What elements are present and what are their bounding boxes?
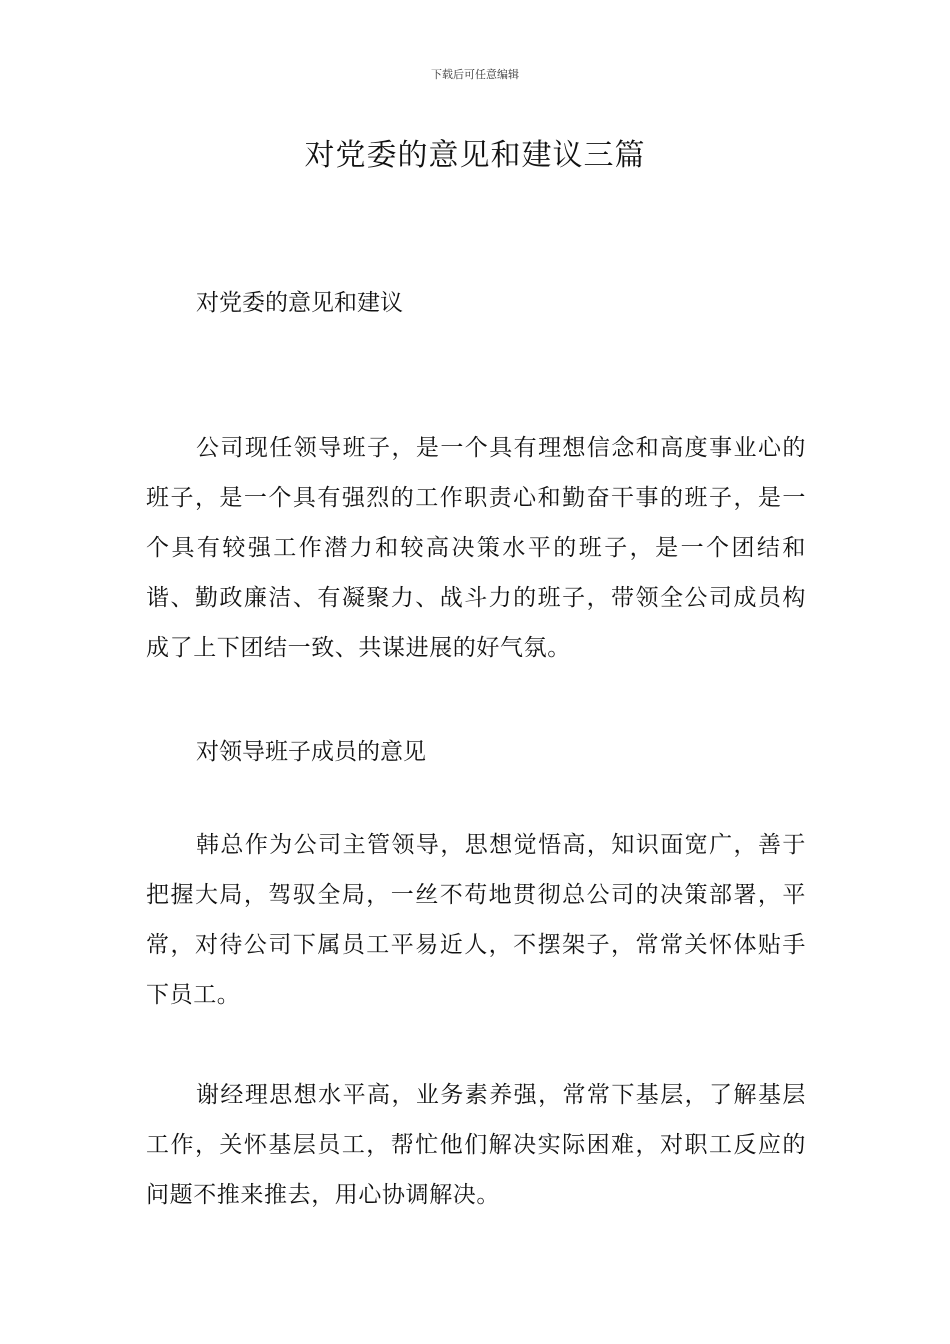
section-heading: 对党委的意见和建议 <box>196 290 403 316</box>
paragraph: 公司现任领导班子，是一个具有理想信念和高度事业心的班子，是一个具有强烈的工作职责心和勤奋干事的班子，是一个具有较强工作潜力和较高决策水平的班子，是一个团结和谐、勤政廉洁、有凝聚力、战斗力的班子，带领全公司成员构成了上下团结一致、共谋进展的好气氛。 <box>146 435 806 661</box>
paragraph: 韩总作为公司主管领导，思想觉悟高，知识面宽广，善于把握大局，驾驭全局，一丝不苟地贯彻总公司的决策部署，平常，对待公司下属员工平易近人，不摆架子，常常关怀体贴手下员工。 <box>146 832 806 1008</box>
document-title: 对党委的意见和建议三篇 <box>304 138 646 173</box>
header-note: 下载后可任意编辑 <box>431 68 519 81</box>
section-heading: 对领导班子成员的意见 <box>196 739 426 765</box>
paragraph: 谢经理思想水平高，业务素养强，常常下基层，了解基层工作，关怀基层员工，帮忙他们解决实际困难，对职工反应的问题不推来推去，用心协调解决。 <box>146 1082 806 1208</box>
